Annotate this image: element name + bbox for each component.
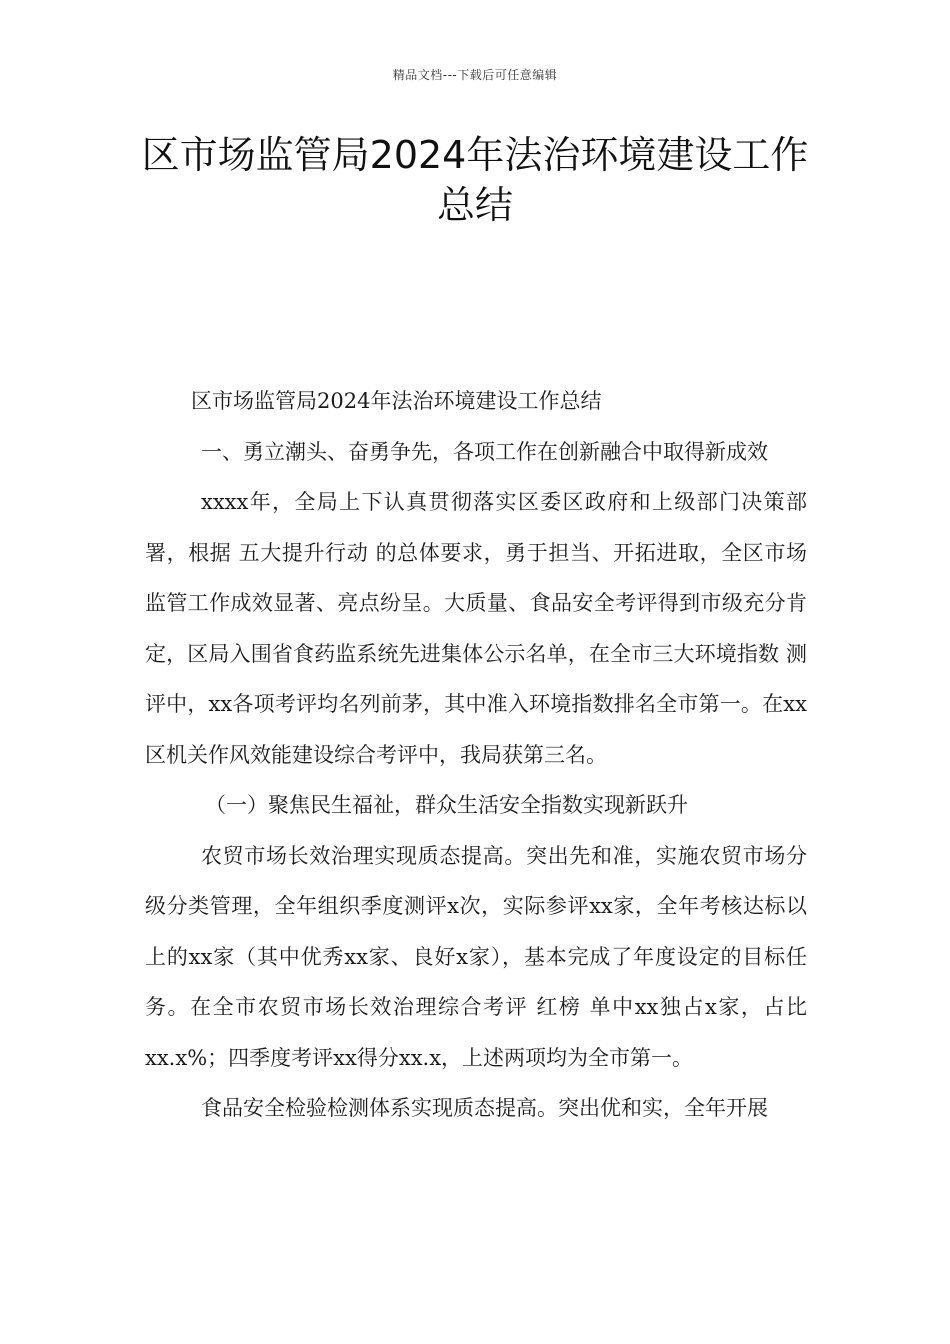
header-note: 精品文档---下载后可任意编辑 bbox=[392, 68, 558, 82]
document-subtitle: 区市场监管局2024年法治环境建设工作总结 bbox=[191, 389, 602, 413]
section-heading-1: 一、勇立潮头、奋勇争先，各项工作在创新融合中取得新成效 bbox=[201, 439, 768, 464]
document-body bbox=[145, 376, 807, 1134]
paragraph-2: 农贸市场长效治理实现质态提高。突出先和准，实施农贸市场分级分类管理，全年组织季度测评x次，实际参评xx家，全年考核达标以上的xx家（其中优秀xx家、良好x家），基本完成了年度设定的目标任务。在全市农贸市场长效治理综合考评 红榜 单中xx独占x家，占比xx.x%；四季度考评xx得分xx.x，上述两项均为全市第一。 bbox=[145, 843, 807, 1070]
subsection-heading-1: （一）聚焦民生福祉，群众生活安全指数实现新跃升 bbox=[205, 793, 688, 817]
paragraph-1: xxxx年，全局上下认真贯彻落实区委区政府和上级部门决策部署，根据 五大提升行动 的总体要求，勇于担当、开拓进取，全区市场监管工作成效显著、亮点纷呈。大质量、食品安全考评得到市级充分肯定，区局入围省食药监系统先进集体公示名单，在全市三大环境指数 测评中，xx各项考评均名列前茅，其中准入环境指数排名全市第一。在xx区机关作风效能建设综合考评中，我局获第三名。 bbox=[145, 490, 807, 767]
document-title: 区市场监管局2024年法治环境建设工作总结 bbox=[141, 133, 809, 227]
paragraph-3: 食品安全检验检测体系实现质态提高。突出优和实，全年开展 bbox=[201, 1096, 768, 1120]
